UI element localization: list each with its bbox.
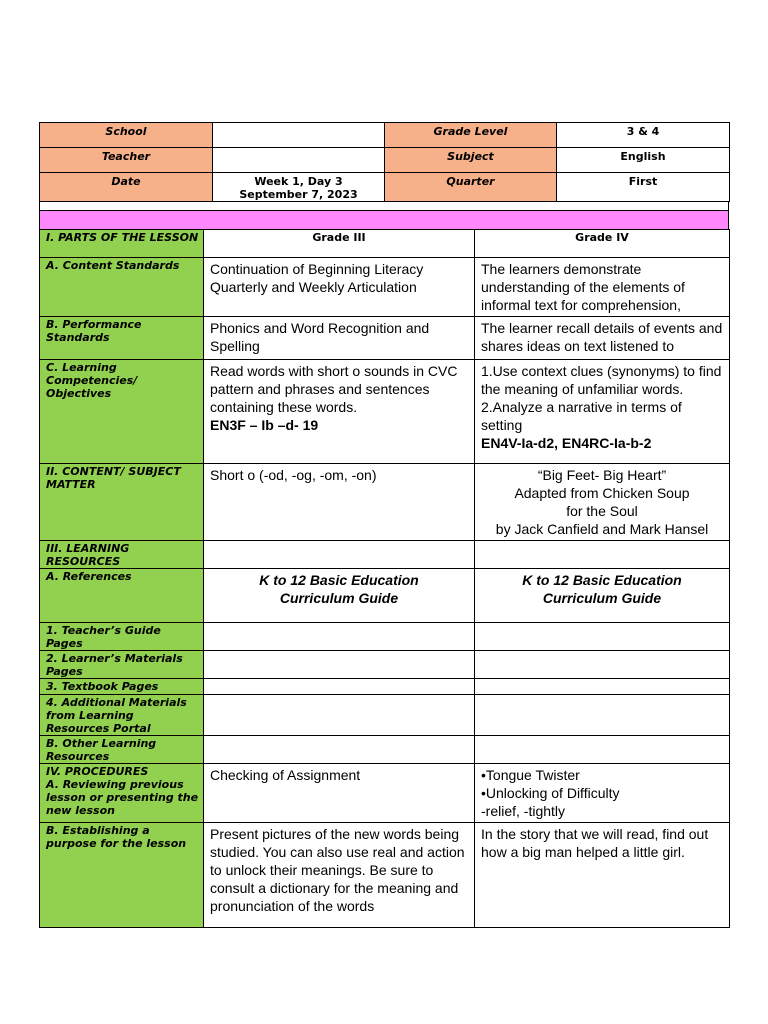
additional-materials-label: 4. Additional Materials from Learning Resources Portal — [40, 695, 204, 736]
lesson-table — [39, 229, 730, 928]
row-textbook — [40, 679, 730, 695]
content-label: II. CONTENT/ SUBJECT MATTER — [40, 464, 204, 541]
competencies-g4-code: EN4V-Ia-d2, EN4RC-Ia-b-2 — [481, 435, 652, 451]
date-label: Date — [40, 173, 213, 202]
row-procedures — [40, 764, 730, 823]
textbook-label: 3. Textbook Pages — [40, 679, 204, 695]
learners-materials-g4 — [475, 651, 730, 679]
row-learning-resources — [40, 541, 730, 569]
date-full: September 7, 2023 — [239, 188, 358, 201]
learning-resources-g4 — [475, 541, 730, 569]
header-table — [39, 122, 730, 202]
story-source-1: Adapted from Chicken Soup — [514, 485, 690, 501]
quarter-label: Quarter — [385, 173, 557, 202]
header-row-teacher — [40, 148, 730, 173]
competencies-g3-code: EN3F – Ib –d- 19 — [210, 417, 319, 433]
row-performance-standards — [40, 317, 730, 360]
grade-iii-heading: Grade III — [204, 230, 475, 258]
procedures-g3: Checking of Assignment — [204, 764, 475, 823]
other-resources-label: B. Other Learning Resources — [40, 736, 204, 764]
story-source-2: for the Soul — [566, 503, 638, 519]
other-resources-g3 — [204, 736, 475, 764]
header-row-date — [40, 173, 730, 202]
subject-value: English — [557, 148, 730, 173]
row-teachers-guide — [40, 623, 730, 651]
competencies-g4-line2: 2.Analyze a narrative in terms of setting — [481, 399, 682, 433]
textbook-g3 — [204, 679, 475, 695]
competencies-g4-line1: 1.Use context clues (synonyms) to find the meaning of unfamiliar words. — [481, 363, 722, 397]
competencies-g4 — [475, 360, 730, 464]
teachers-guide-g3 — [204, 623, 475, 651]
teacher-label: Teacher — [40, 148, 213, 173]
grade-level-label: Grade Level — [385, 123, 557, 148]
references-g3-line2: Curriculum Guide — [279, 590, 399, 606]
row-references — [40, 569, 730, 623]
references-g3-line1: K to 12 Basic Education — [259, 572, 419, 588]
school-label: School — [40, 123, 213, 148]
learners-materials-g3 — [204, 651, 475, 679]
competencies-label: C. Learning Competencies/ Objectives — [40, 360, 204, 464]
content-standards-label: A. Content Standards — [40, 258, 204, 317]
competencies-g3 — [204, 360, 475, 464]
row-content-standards — [40, 258, 730, 317]
content-g3: Short o (-od, -og, -om, -on) — [204, 464, 475, 541]
references-g4 — [475, 569, 730, 623]
date-value — [213, 173, 385, 202]
performance-standards-g3: Phonics and Word Recognition and Spelling — [204, 317, 475, 360]
procedures-g4 — [475, 764, 730, 823]
references-g3 — [204, 569, 475, 623]
procedures-heading: IV. PROCEDURES — [46, 765, 149, 778]
grade-iv-heading: Grade IV — [475, 230, 730, 258]
purpose-label: B. Establishing a purpose for the lesson — [40, 823, 204, 928]
row-additional-materials — [40, 695, 730, 736]
teachers-guide-label: 1. Teacher’s Guide Pages — [40, 623, 204, 651]
content-standards-g4: The learners demonstrate understanding of the elements of informal text for comprehension, — [475, 258, 730, 317]
reviewing-label: A. Reviewing previous lesson or presenting the new lesson — [46, 778, 199, 817]
performance-standards-g4: The learner recall details of events and shares ideas on text listened to — [475, 317, 730, 360]
parts-of-lesson-label: I. PARTS OF THE LESSON — [40, 230, 204, 258]
date-week: Week 1, Day 3 — [254, 175, 343, 188]
grade-level-value: 3 & 4 — [557, 123, 730, 148]
additional-materials-g4 — [475, 695, 730, 736]
story-title: “Big Feet- Big Heart” — [537, 467, 667, 483]
row-column-heads — [40, 230, 730, 258]
performance-standards-label: B. Performance Standards — [40, 317, 204, 360]
subject-label: Subject — [385, 148, 557, 173]
content-g4 — [475, 464, 730, 541]
references-g4-line2: Curriculum Guide — [542, 590, 662, 606]
purpose-g4: In the story that we will read, find out how a big man helped a little girl. — [475, 823, 730, 928]
textbook-g4 — [475, 679, 730, 695]
learners-materials-label: 2. Learner’s Materials Pages — [40, 651, 204, 679]
bullet-tongue-twister: • Tongue Twister — [481, 767, 580, 783]
lesson-plan-document — [39, 122, 729, 928]
learning-resources-g3 — [204, 541, 475, 569]
references-g4-line1: K to 12 Basic Education — [522, 572, 682, 588]
story-authors: by Jack Canfield and Mark Hansel — [495, 521, 709, 537]
row-purpose — [40, 823, 730, 928]
difficulty-words: -relief, -tightly — [481, 803, 566, 819]
school-value — [213, 123, 385, 148]
header-row-school — [40, 123, 730, 148]
row-learners-materials — [40, 651, 730, 679]
learning-resources-label: III. LEARNING RESOURCES — [40, 541, 204, 569]
section-divider-bar — [39, 210, 729, 230]
row-other-resources — [40, 736, 730, 764]
additional-materials-g3 — [204, 695, 475, 736]
bullet-unlocking-difficulty: • Unlocking of Difficulty — [481, 785, 619, 801]
other-resources-g4 — [475, 736, 730, 764]
quarter-value: First — [557, 173, 730, 202]
teacher-value — [213, 148, 385, 173]
purpose-g3: Present pictures of the new words being studied. You can also use real and action to unlock their meanings. Be sure to consult a dictionary for the meaning and pronunciation of the words — [204, 823, 475, 928]
competencies-g3-text: Read words with short o sounds in CVC pattern and phrases and sentences containing these words. — [210, 363, 458, 415]
row-content — [40, 464, 730, 541]
references-label: A. References — [40, 569, 204, 623]
procedures-label — [40, 764, 204, 823]
row-competencies — [40, 360, 730, 464]
teachers-guide-g4 — [475, 623, 730, 651]
content-standards-g3: Continuation of Beginning Literacy Quarterly and Weekly Articulation — [204, 258, 475, 317]
